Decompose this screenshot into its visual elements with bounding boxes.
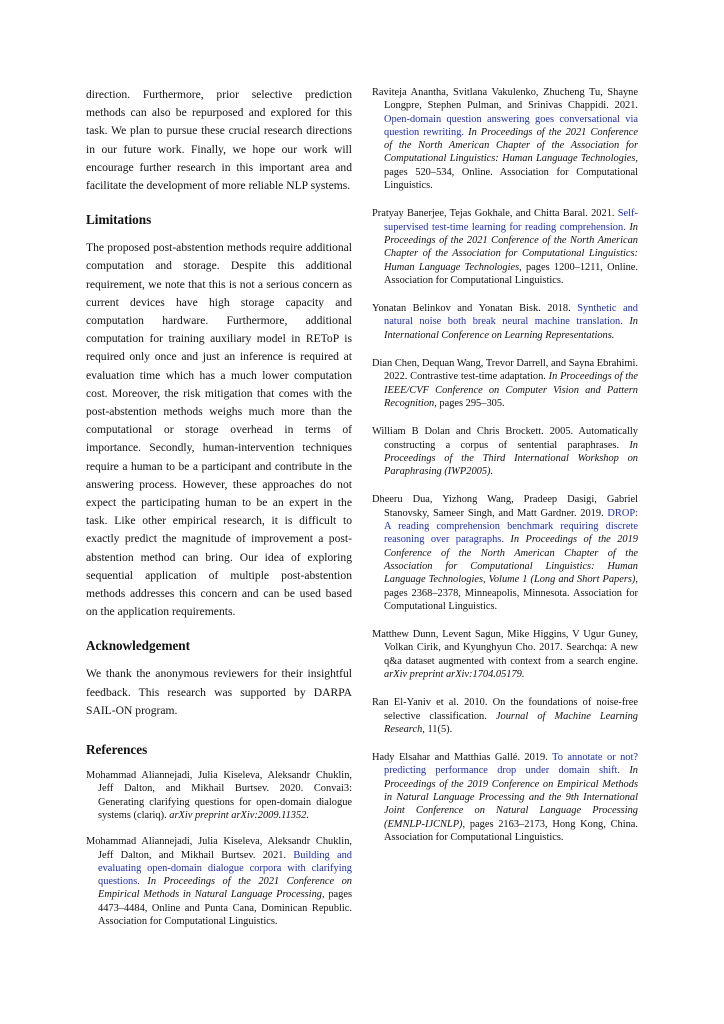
reference-authors: William B Dolan and Chris Brockett. 2005.	[372, 426, 574, 438]
reference-title: Contrastive test-time adaptation.	[410, 371, 546, 383]
reference-authors: Pratyay Banerjee, Tejas Gokhale, and Chitta Baral. 2021.	[372, 208, 615, 220]
reference-details: , pages 4473–4484, Online and Punta Cana, Dominican Republic. Association for Computational Linguistics.	[98, 889, 352, 928]
reference-entry	[372, 357, 638, 410]
reference-details: , pages 520–534, Online. Association for Computational Linguistics.	[384, 153, 638, 192]
reference-authors: Dheeru Dua, Yizhong Wang, Pradeep Dasigi, Gabriel Stanovsky, Sameer Singh, and Matt Gardner. 2019.	[372, 494, 638, 519]
reference-authors: Raviteja Anantha, Svitlana Vakulenko, Zhucheng Tu, Shayne Longpre, Stephen Pulman, and Srinivas Chappidi. 2021.	[372, 87, 638, 112]
reference-details: , 11(5).	[422, 723, 453, 735]
reference-entry	[372, 696, 638, 736]
reference-entry	[372, 425, 638, 478]
reference-title-link[interactable]: Synthetic and natural noise both break neural machine translation.	[384, 303, 638, 328]
reference-entry	[372, 751, 638, 844]
reference-title: On the foundations of noise-free selective classification.	[384, 697, 638, 722]
reference-details: , pages 295–305.	[434, 397, 505, 409]
reference-title: Automatically constructing a corpus of sentential paraphrases.	[384, 426, 638, 451]
intro-paragraph: direction. Furthermore, prior selective prediction methods can also be repurposed and explored for this task. We plan to pursue these crucial research directions in our future work. Finally, we hope our work will encourage further research in this important area and facilitate the development of more reliable NLP systems.	[86, 88, 352, 193]
references-heading: References	[86, 742, 148, 758]
reference-venue: arXiv preprint arXiv:2009.11352.	[169, 809, 309, 821]
reference-title: Searchqa: A new q&a dataset augmented with context from a search engine.	[384, 642, 638, 667]
reference-authors: Yonatan Belinkov and Yonatan Bisk. 2018.	[372, 303, 571, 315]
limitations-paragraph: The proposed post-abstention methods require additional computation and storage. Despite this additional requirement, we note that this is not a serious concern as current devices have high storage capacity and computation hardware. Furthermore, additional computation for training auxiliary model in REToP is required only once and just an inference is required at evaluation time which has a much lower computation cost. Moreover, the risk mitigation that comes with the post-abstention methods weighs much more than the computational or storage overhead in terms of importance. Secondly, human-intervention techniques require a human to be a participant and contribute in the answering process. However, these approaches do not expect the participating human to be an expert in the task. Like other empirical research, it is difficult to exactly predict the magnitude of improvement a post-abstention method can bring. Our idea of exploring sequential application of multiple post-abstention methods addresses this concern and can be used based on the application requirements.	[86, 241, 352, 619]
left-column	[86, 86, 352, 941]
reference-title: Convai3: Generating clarifying questions for open-domain dialogue systems (clariq).	[98, 783, 352, 821]
reference-authors: Mohammad Aliannejadi, Julia Kiseleva, Aleksandr Chuklin, Jeff Dalton, and Mikhail Burtsev. 2020.	[86, 770, 352, 795]
reference-authors: Matthew Dunn, Levent Sagun, Mike Higgins, V Ugur Guney, Volkan Cirik, and Kyunghyun Cho. 2017.	[372, 629, 638, 654]
reference-entry	[372, 628, 638, 681]
reference-details: , pages 2163–2173, Hong Kong, China. Association for Computational Linguistics.	[384, 818, 638, 843]
reference-venue: In Proceedings of the 2021 Conference of the North American Chapter of the Association for Computational Linguistics: Human Language Technologies	[384, 126, 638, 165]
reference-venue: In Proceedings of the Third International Workshop on Paraphrasing (IWP2005).	[384, 439, 638, 478]
reference-entry	[372, 207, 638, 287]
references-list-right	[372, 86, 638, 844]
reference-entry	[372, 86, 638, 192]
reference-venue: Journal of Machine Learning Research	[384, 710, 638, 735]
reference-title-link[interactable]: Open-domain question answering goes conversational via question rewriting.	[384, 113, 638, 138]
reference-title-link[interactable]: DROP: A reading comprehension benchmark requiring discrete reasoning over paragraphs.	[384, 507, 638, 546]
reference-venue: In Proceedings of the IEEE/CVF Conference on Computer Vision and Pattern Recognition	[384, 371, 638, 409]
reference-title-link[interactable]: Self-supervised test-time learning for reading comprehension.	[384, 208, 638, 233]
reference-title-link[interactable]: Building and evaluating open-domain dialogue corpora with clarifying questions.	[98, 849, 352, 888]
reference-details: , pages 2368–2378, Minneapolis, Minnesota. Association for Computational Linguistics.	[384, 574, 638, 612]
reference-venue: In International Conference on Learning Representations.	[384, 316, 638, 341]
reference-authors: Hady Elsahar and Matthias Gallé. 2019.	[372, 752, 548, 764]
acknowledgement-paragraph: We thank the anonymous reviewers for their insightful feedback. This research was supported by DARPA SAIL-ON program.	[86, 667, 352, 717]
reference-authors: Mohammad Aliannejadi, Julia Kiseleva, Aleksandr Chuklin, Jeff Dalton, and Mikhail Burtsev. 2021.	[86, 836, 352, 861]
reference-entry	[86, 769, 352, 822]
reference-venue: In Proceedings of the 2019 Conference of the North American Chapter of the Association for Computational Linguistics: Human Language Technologies, Volume 1 (Long and Short Papers)	[384, 534, 639, 586]
reference-venue: arXiv preprint arXiv:1704.05179.	[384, 668, 525, 680]
references-list-left	[86, 769, 352, 928]
reference-authors: Dian Chen, Dequan Wang, Trevor Darrell, and Sayna Ebrahimi. 2022.	[372, 358, 638, 383]
reference-details: , pages 1200–1211, Online. Association for Computational Linguistics.	[384, 261, 638, 286]
reference-title-link[interactable]: To annotate or not? predicting performance drop under domain shift.	[384, 752, 639, 777]
reference-entry	[372, 493, 638, 613]
acknowledgement-heading: Acknowledgement	[86, 638, 191, 654]
reference-authors: Ran El-Yaniv et al. 2010.	[372, 697, 488, 709]
reference-entry	[86, 835, 352, 928]
reference-venue: In Proceedings of the 2021 Conference on Empirical Methods in Natural Language Processing	[98, 876, 352, 901]
reference-venue: In Proceedings of the 2021 Conference of the North American Chapter of the Association for Computational Linguistics: Human Language Technologies	[384, 221, 638, 273]
right-column	[372, 86, 638, 859]
limitations-heading: Limitations	[86, 212, 152, 228]
reference-venue: In Proceedings of the 2019 Conference on Empirical Methods in Natural Language Processing and the 9th International Joint Conference on Natural Language Processing (EMNLP-IJCNLP)	[384, 765, 638, 830]
reference-entry	[372, 302, 638, 342]
